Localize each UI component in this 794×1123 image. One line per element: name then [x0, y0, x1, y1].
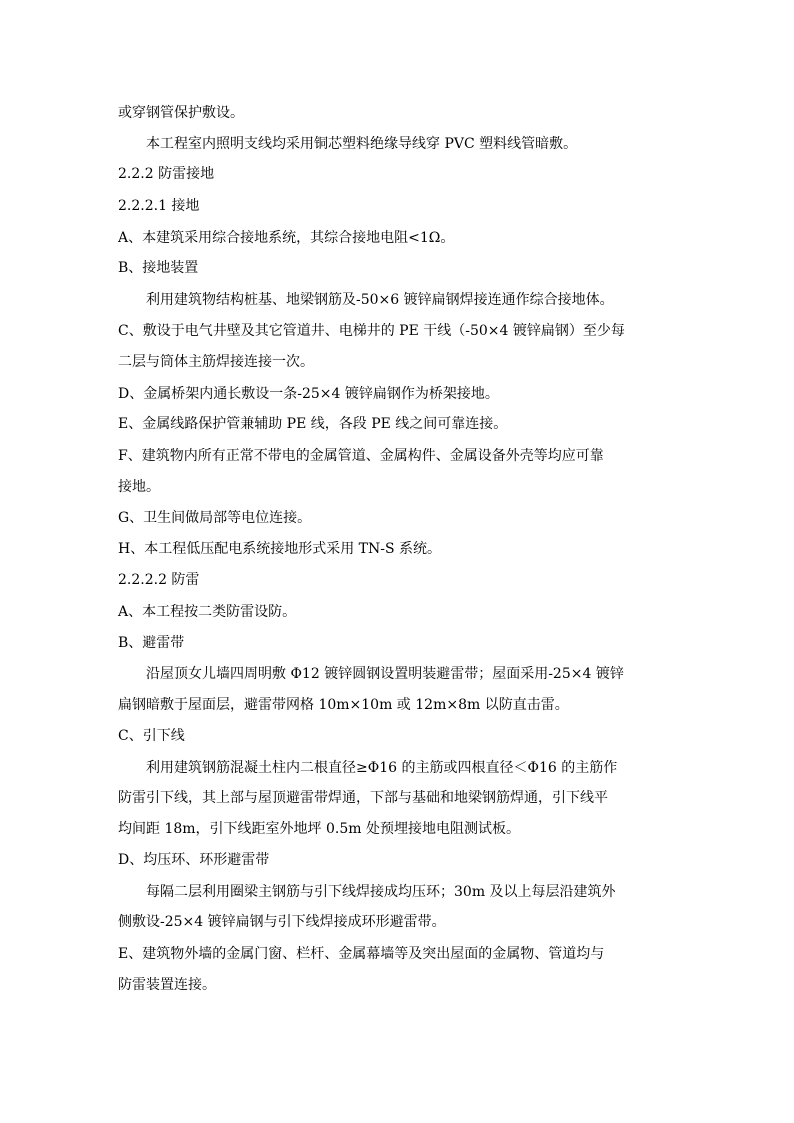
- text-line: 二层与筒体主筋焊接连接一次。: [118, 354, 314, 370]
- text-line: A、本工程按二类防雷设防。: [118, 604, 297, 620]
- text-line: A、本建筑采用综合接地系统，其综合接地电阻<1Ω。: [118, 230, 455, 246]
- text-line: E、建筑物外墙的金属门窗、栏杆、金属幕墙等及突出屋面的金属物、管道均与: [118, 946, 605, 962]
- item-heading: B、接地装置: [118, 260, 199, 276]
- text-line: E、金属线路保护管兼辅助 PE 线，各段 PE 线之间可靠连接。: [118, 416, 508, 432]
- text-line: 利用建筑钢筋混凝土柱内二根直径≥Φ16 的主筋或四根直径＜Φ16 的主筋作: [146, 760, 618, 776]
- subsection-heading: 2.2.2.2 防雷: [118, 572, 200, 588]
- text-line: 本工程室内照明支线均采用铜芯塑料绝缘导线穿 PVC 塑料线管暗敷。: [146, 136, 578, 152]
- text-line: 防雷引下线，其上部与屋顶避雷带焊通，下部与基础和地梁钢筋焊通，引下线平: [118, 790, 608, 806]
- text-line: C、敷设于电气井壁及其它管道井、电梯井的 PE 干线（-50×4 镀锌扁钢）至少每: [118, 323, 625, 339]
- text-line: 利用建筑物结构桩基、地梁钢筋及-50×6 镀锌扁钢焊接连通作综合接地体。: [146, 292, 614, 308]
- text-line: 沿屋顶女儿墙四周明敷 Φ12 镀锌圆钢设置明装避雷带；屋面采用-25×4 镀锌: [146, 666, 624, 682]
- text-line: D、金属桥架内通长敷设一条-25×4 镀锌扁钢作为桥架接地。: [118, 386, 499, 402]
- text-line: G、卫生间做局部等电位连接。: [118, 510, 312, 526]
- text-line: H、本工程低压配电系统接地形式采用 TN-S 系统。: [118, 541, 442, 557]
- text-line: 扁钢暗敷于屋面层，避雷带网格 10m×10m 或 12m×8m 以防直击雷。: [118, 697, 569, 713]
- subsection-heading: 2.2.2.1 接地: [118, 198, 200, 214]
- text-line: 每隔二层利用圈梁主钢筋与引下线焊接成均压环；30m 及以上每层沿建筑外: [146, 884, 616, 900]
- text-line: 防雷装置连接。: [118, 977, 216, 993]
- text-line: 均间距 18m，引下线距室外地坪 0.5m 处预埋接地电阻测试板。: [118, 821, 520, 837]
- text-line: F、建筑物内所有正常不带电的金属管道、金属构件、金属设备外壳等均应可靠: [118, 448, 604, 464]
- text-line: 或穿钢管保护敷设。: [118, 105, 244, 121]
- item-heading: D、均压环、环形避雷带: [118, 852, 270, 868]
- text-line: 接地。: [118, 479, 160, 495]
- section-heading: 2.2.2 防雷接地: [118, 166, 215, 182]
- item-heading: B、避雷带: [118, 635, 185, 651]
- text-line: 侧敷设-25×4 镀锌扁钢与引下线焊接成环形避雷带。: [118, 914, 446, 930]
- item-heading: C、引下线: [118, 728, 185, 744]
